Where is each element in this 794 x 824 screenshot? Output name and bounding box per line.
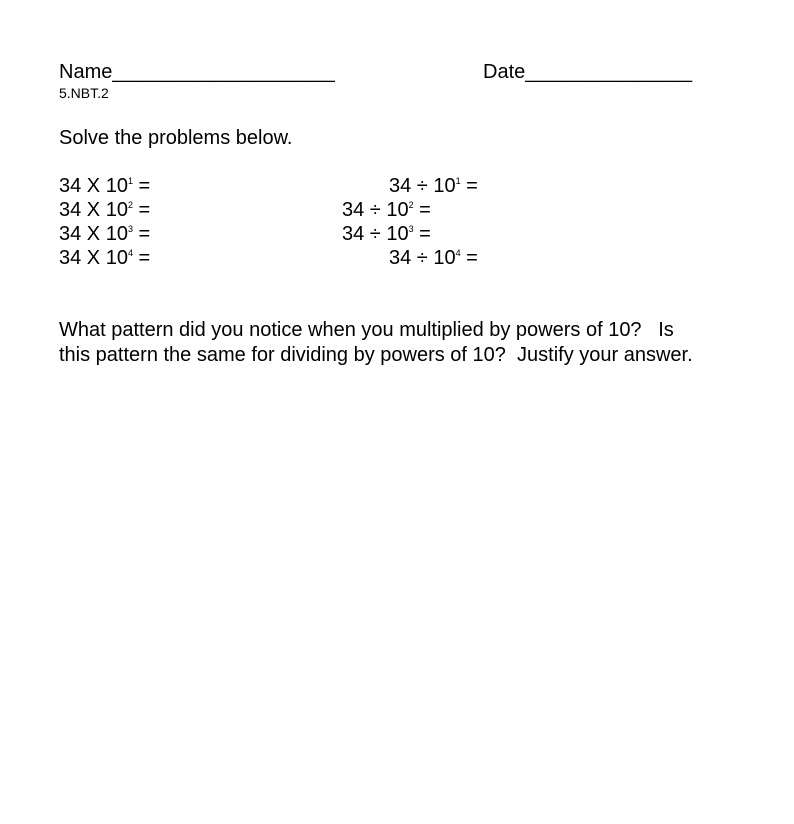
divide-problem-4: $34 \div 10^4$ = <box>389 247 478 269</box>
multiply-problem-2: 34 X $10^2$ = <box>59 199 151 221</box>
divide-problem-1: $34 \div 10^1$ = <box>389 175 478 197</box>
divide-problem-3: $34 \div 10^3$ = <box>342 223 431 245</box>
multiply-problem-1: 34 X $10^1$ = <box>59 175 151 197</box>
date-field-label: Date_______________ <box>483 61 693 83</box>
name-field-label: Name____________________ <box>59 61 335 83</box>
question-line-2: this pattern the same for dividing by powers of 10? Justify your answer. <box>59 344 693 366</box>
question-line-1: What pattern did you notice when you multiplied by powers of 10? Is <box>59 319 674 341</box>
multiply-problem-3: 34 X $10^3$ = <box>59 223 151 245</box>
multiply-problem-4: 34 X $10^4$ = <box>59 247 151 269</box>
instructions: Solve the problems below. <box>59 127 293 149</box>
standard-code: 5.NBT.2 <box>59 85 109 101</box>
divide-problem-2: $34 \div 10^2$ = <box>342 199 431 221</box>
